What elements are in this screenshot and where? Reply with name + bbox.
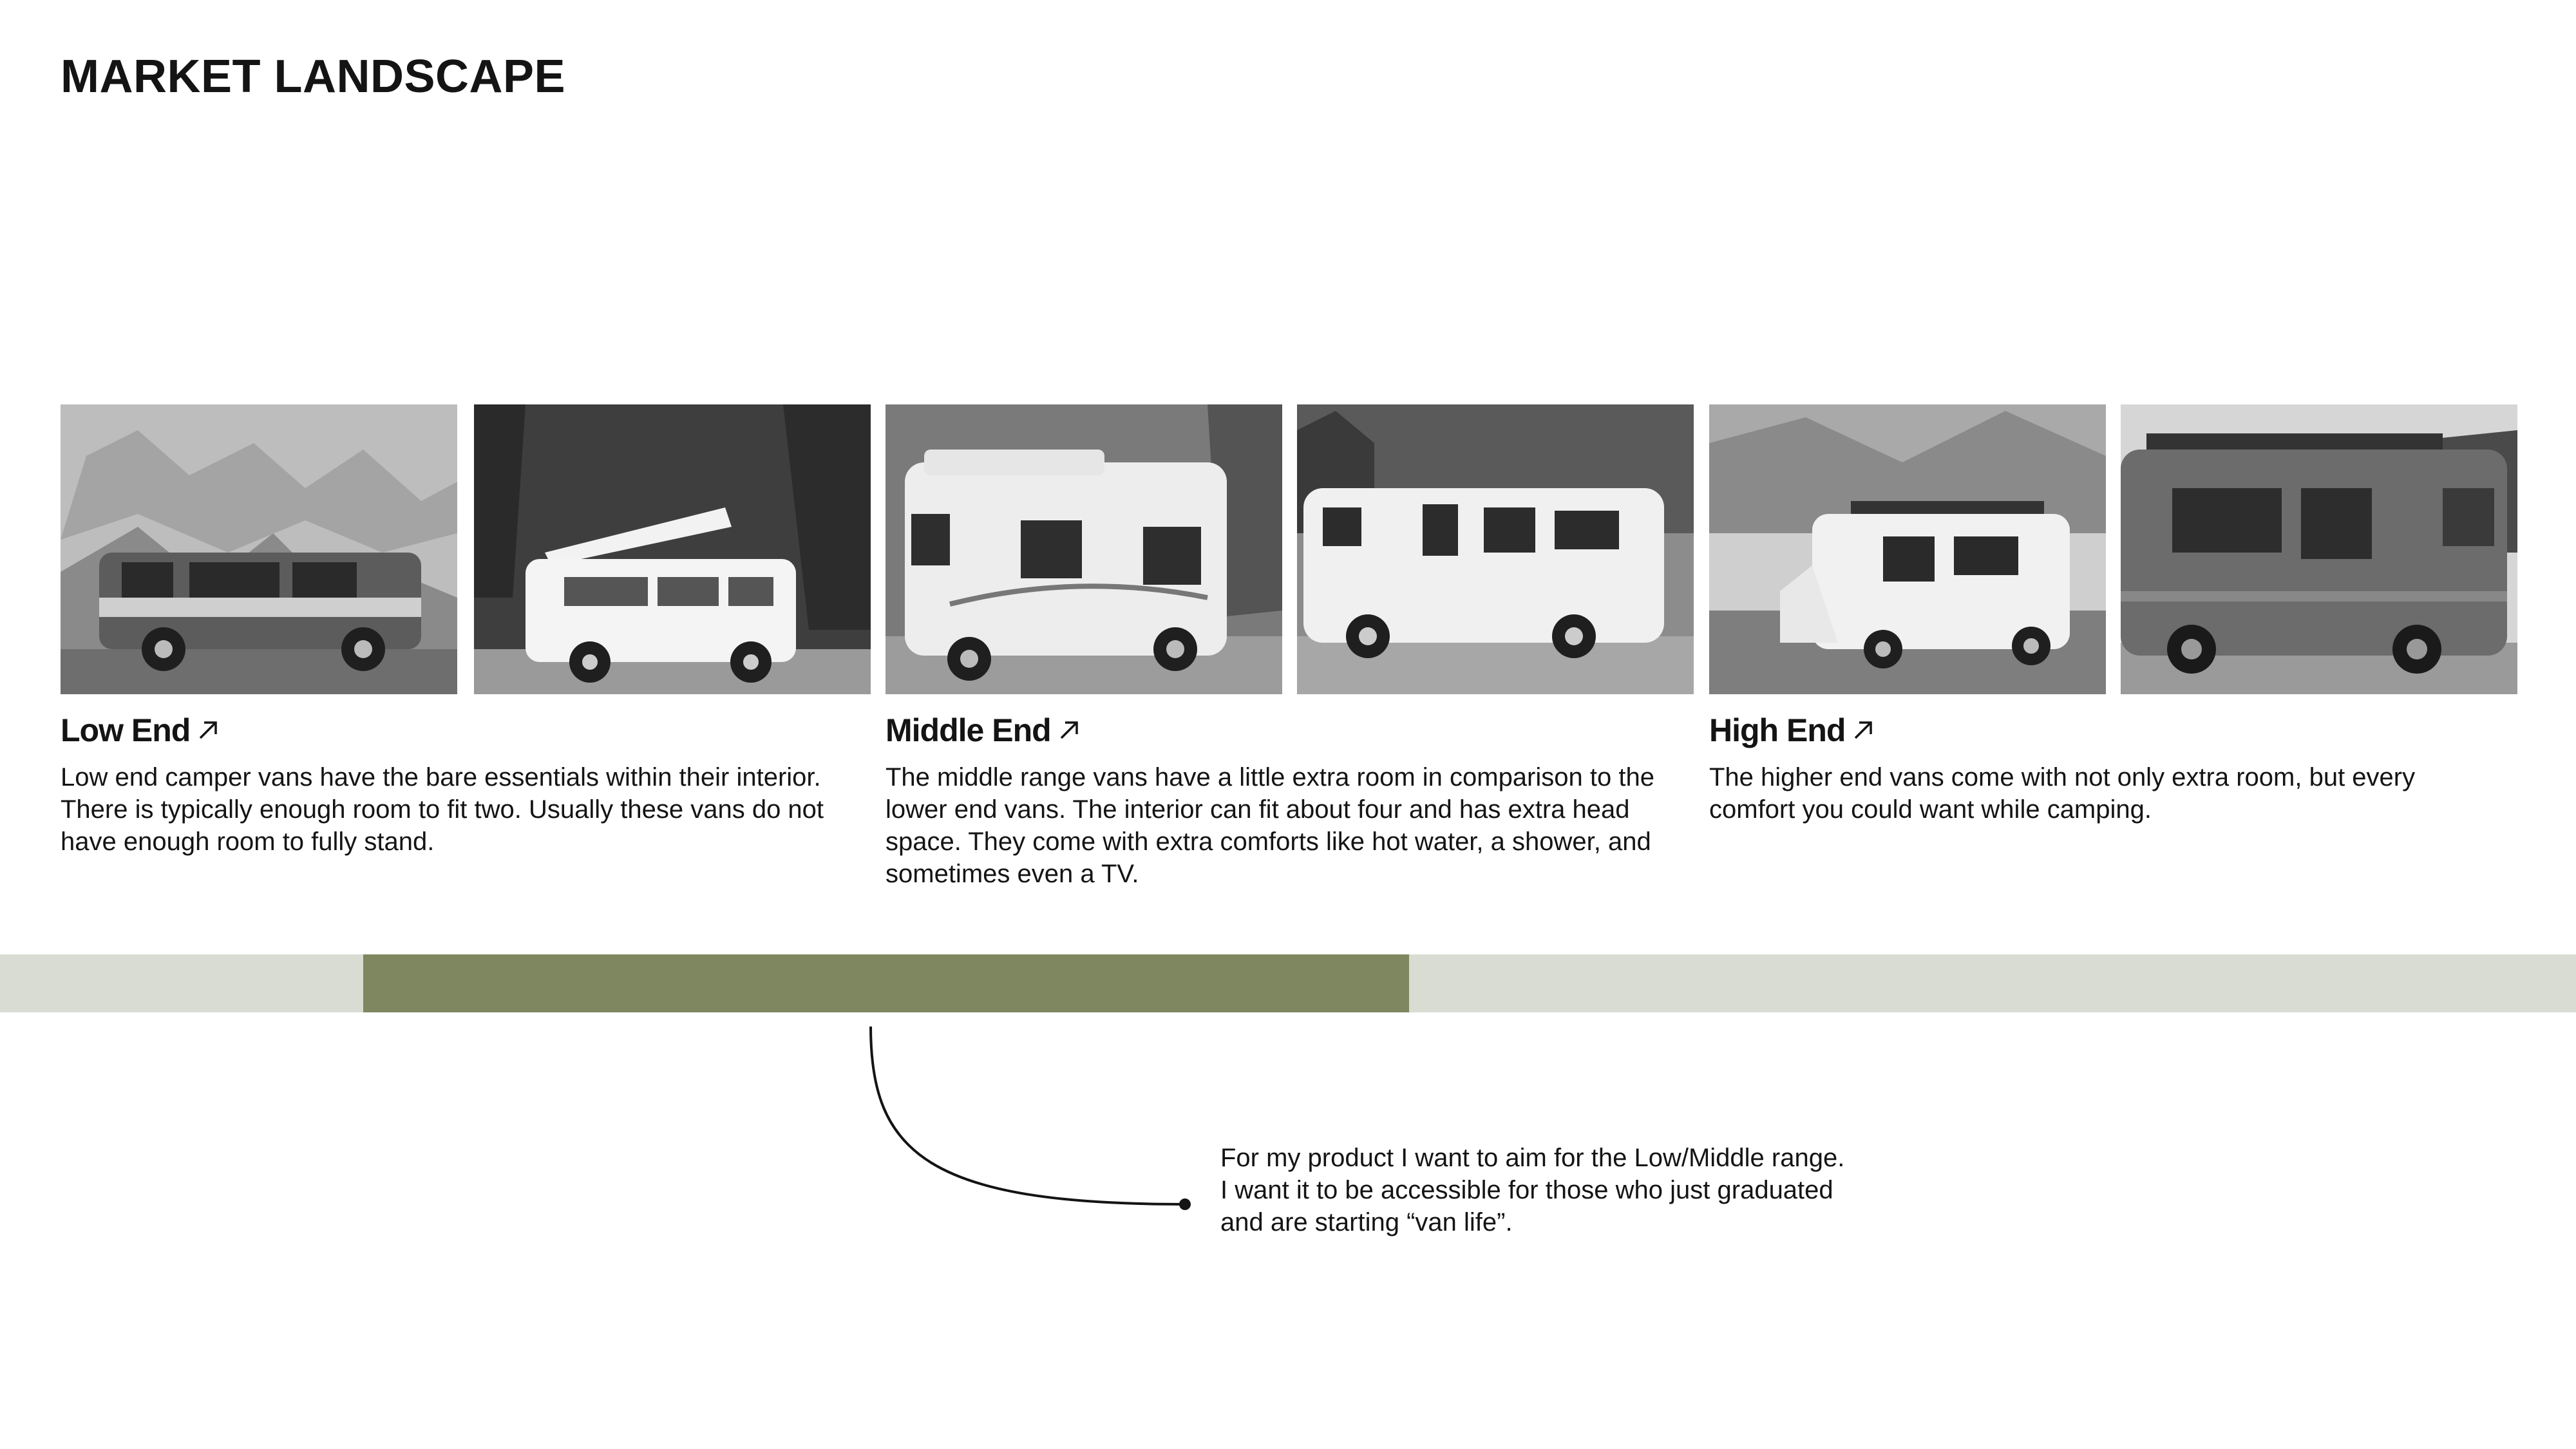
- segment-heading-high-label: High End: [1709, 712, 1846, 748]
- product-note: [1220, 1142, 1929, 1238]
- callout-dot: [1179, 1198, 1191, 1210]
- van-photo-middle-1: [886, 404, 1282, 694]
- segment-heading-middle[interactable]: [886, 712, 1081, 749]
- segment-description-low: Low end camper vans have the bare essentials within their interior. There is typically enough room to fit two. Usually these vans do not have enough room to fully stand.: [61, 763, 824, 856]
- page-title: MARKET LANDSCAPE: [61, 51, 566, 102]
- product-note-line-1: For my product I want to aim for the Low/Middle range.: [1220, 1144, 1845, 1172]
- callout-connector: [837, 1024, 1198, 1217]
- van-photo-high-1: [1709, 404, 2106, 694]
- segment-description-middle: The middle range vans have a little extra room in comparison to the lower end vans. The interior can fit about four and has extra head space. They come with extra comforts like hot water, a shower, and sometimes even a TV.: [886, 763, 1654, 888]
- segment-heading-middle-label: Middle End: [886, 712, 1051, 748]
- target-range-fill: [363, 954, 1409, 1012]
- van-photo-low-2: [474, 404, 871, 694]
- segment-heading-high[interactable]: [1709, 712, 1875, 749]
- arrow-up-right-icon[interactable]: [1057, 719, 1081, 742]
- product-note-line-3: and are starting “van life”.: [1220, 1208, 1513, 1236]
- segment-description-high: The higher end vans come with not only extra room, but every comfort you could want while camping.: [1709, 763, 2416, 824]
- segment-heading-low[interactable]: [61, 712, 220, 749]
- van-photo-low-1: [61, 404, 457, 694]
- segment-heading-low-label: Low End: [61, 712, 191, 748]
- product-note-line-2: I want it to be accessible for those who just graduated: [1220, 1176, 1833, 1204]
- van-photo-middle-2: [1297, 404, 1694, 694]
- arrow-up-right-icon[interactable]: [196, 719, 220, 742]
- arrow-up-right-icon[interactable]: [1852, 719, 1875, 742]
- van-photo-high-2: [2121, 404, 2517, 694]
